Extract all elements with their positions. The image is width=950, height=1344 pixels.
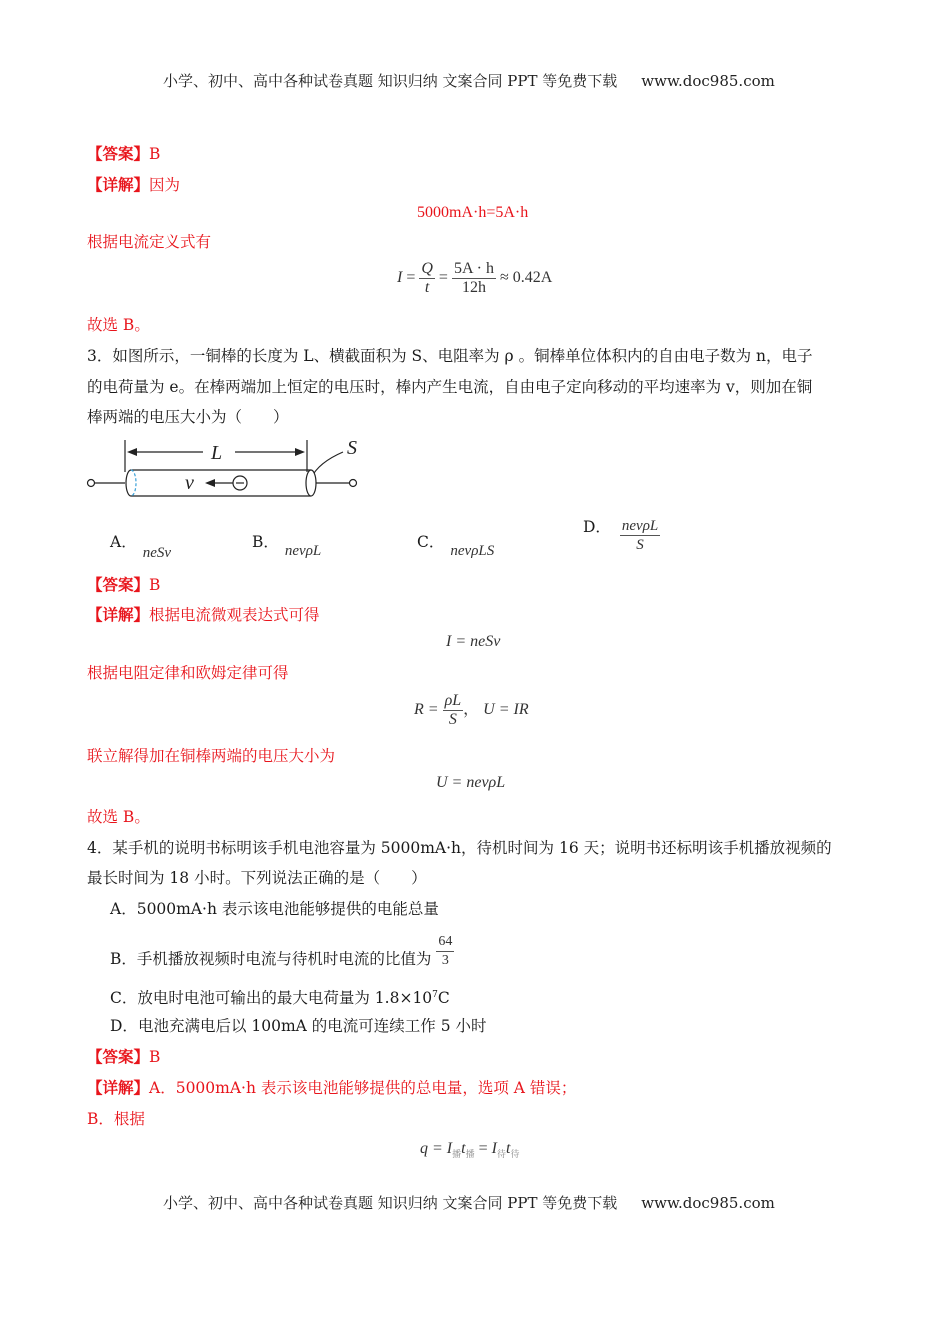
q3-equation-3: U = nevρL — [436, 774, 506, 791]
eq-lhs: R = — [414, 701, 439, 719]
header-text: 小学、初中、高中各种试卷真题 知识归纳 文案合同 PPT 等免费下载 — [163, 72, 618, 90]
q2-equation-1: 5000mA·h=5A·h — [417, 204, 529, 221]
option-value: neSv — [142, 545, 172, 561]
q4-line-2: B．根据 — [87, 1110, 145, 1128]
answer-label: 【答案】 — [87, 144, 150, 163]
eq-rhs: U = IR — [483, 701, 529, 719]
option-text: 放电时电池可输出的最大电荷量为 1.8×10 — [137, 989, 433, 1008]
length-label: L — [211, 442, 223, 464]
detail-text: 因为 — [149, 176, 181, 194]
separator: ， — [463, 701, 480, 719]
option-text: 5000mA·h 表示该电池能够提供的电能总量 — [136, 900, 439, 918]
q3-line-2: 根据电阻定律和欧姆定律可得 — [87, 664, 289, 682]
q3-stem-line-1: 3．如图所示，一铜棒的长度为 L、横截面积为 S、电阻率为 ρ 。铜棒单位体积内的自由电子数为 n，电子 — [87, 347, 813, 365]
option-label: B． — [110, 949, 137, 968]
q3-detail — [87, 605, 320, 625]
page-header — [163, 70, 775, 91]
unit: C — [437, 989, 450, 1008]
answer-value: B — [149, 576, 161, 594]
numerator: nevρL — [621, 518, 659, 534]
page-footer — [163, 1192, 775, 1213]
numerator: 5A · h — [453, 260, 494, 277]
detail-text: 根据电流微观表达式可得 — [149, 606, 320, 624]
eq-lhs: q = — [420, 1140, 443, 1157]
current-symbol: I — [446, 1140, 453, 1157]
area-label: S — [347, 437, 357, 459]
fraction — [443, 692, 464, 729]
option-text: 手机播放视频时电流与待机时电流的比值为 — [136, 949, 432, 968]
detail-text: A．5000mA·h 表示该电池能够提供的总电量，选项 A 错误； — [149, 1079, 577, 1097]
option-label: C． — [110, 989, 138, 1008]
q2-equation-2: I = $\frac{Q}{t}$ = $\frac{5A \cdot h}{12h}$ ≈ 0.42A — [397, 260, 553, 296]
q2-answer — [87, 144, 160, 164]
detail-label: 【详解】 — [87, 605, 150, 624]
current-symbol: I — [491, 1140, 497, 1157]
answer-label: 【答案】 — [87, 575, 150, 594]
option-label: D． — [110, 1017, 138, 1035]
q4-option-d — [110, 1016, 487, 1036]
fraction — [620, 517, 660, 554]
detail-label: 【详解】 — [87, 1078, 150, 1097]
q2-conclusion: 故选 B。 — [87, 316, 150, 334]
numerator: ρL — [444, 692, 462, 709]
option-value: nevρLS — [450, 543, 495, 559]
option-label: C． — [417, 533, 445, 551]
option-label: B． — [252, 533, 279, 551]
time-symbol: t — [505, 1140, 511, 1157]
q2-line-2: 根据电流定义式有 — [87, 233, 212, 251]
denominator: 12h — [461, 279, 486, 296]
subscript: 播 — [465, 1149, 475, 1159]
q3-equation-2 — [414, 692, 529, 729]
time-symbol: t — [461, 1140, 466, 1157]
q4-option-a — [110, 899, 439, 919]
q4-option-c — [110, 985, 450, 1008]
q3-line-3: 联立解得加在铜棒两端的电压大小为 — [87, 747, 336, 765]
superscript: 7 — [432, 990, 438, 1000]
footer-text: 小学、初中、高中各种试卷真题 知识归纳 文案合同 PPT 等免费下载 — [163, 1194, 618, 1212]
q3-option-a — [110, 530, 172, 561]
fraction — [436, 933, 454, 970]
answer-value: B — [149, 1048, 161, 1066]
q3-conclusion: 故选 B。 — [87, 808, 150, 826]
q3-stem-line-3: 棒两端的电压大小为（ ） — [87, 408, 289, 426]
fraction — [419, 260, 435, 297]
fraction — [452, 260, 496, 297]
q4-equation-1 — [420, 1140, 519, 1160]
subscript: 待 — [496, 1149, 506, 1159]
q4-stem-line-1: 4．某手机的说明书标明该手机电池容量为 5000mA·h，待机时间为 16 天；说明书还标明该手机播放视频的 — [87, 839, 832, 857]
eq-result: ≈ 0.42A — [499, 269, 553, 287]
numerator: Q — [421, 260, 433, 277]
denominator: S — [636, 537, 644, 553]
q3-stem-line-2: 的电荷量为 e。在棒两端加上恒定的电压时，棒内产生电流，自由电子定向移动的平均速率为 v，则加在铜 — [87, 378, 813, 396]
copper-rod-figure — [85, 432, 370, 504]
numerator: 64 — [436, 933, 454, 952]
q3-option-b — [252, 530, 322, 559]
detail-label: 【详解】 — [87, 175, 150, 194]
eq-sign: = — [406, 269, 416, 287]
velocity-label: v — [185, 472, 194, 494]
q2-detail — [87, 175, 180, 195]
q3-answer — [87, 575, 160, 595]
q4-stem-line-2: 最长时间为 18 小时。下列说法正确的是（ ） — [87, 869, 427, 887]
header-url: www.doc985.com — [641, 72, 775, 90]
footer-url: www.doc985.com — [641, 1194, 775, 1212]
eq-lhs: I — [397, 269, 403, 287]
option-label: A． — [110, 900, 137, 918]
denominator: 3 — [441, 953, 449, 968]
q3-equation-1: I = neSv — [446, 633, 501, 650]
eq-sign: = — [478, 1140, 488, 1157]
option-label: A． — [110, 533, 137, 551]
q4-option-b — [110, 933, 454, 970]
subscript: 播 — [452, 1149, 462, 1159]
q4-detail — [87, 1078, 576, 1098]
q3-option-d — [583, 517, 660, 554]
option-text: 电池充满电后以 100mA 的电流可连续工作 5 小时 — [137, 1017, 487, 1035]
denominator: S — [448, 711, 457, 728]
subscript: 待 — [510, 1149, 520, 1159]
answer-label: 【答案】 — [87, 1047, 150, 1066]
answer-value: B — [149, 145, 161, 163]
option-value: nevρL — [284, 543, 322, 559]
denominator: t — [424, 279, 430, 296]
option-label: D． — [583, 517, 611, 536]
q3-option-c — [417, 530, 495, 559]
q4-answer — [87, 1047, 160, 1067]
